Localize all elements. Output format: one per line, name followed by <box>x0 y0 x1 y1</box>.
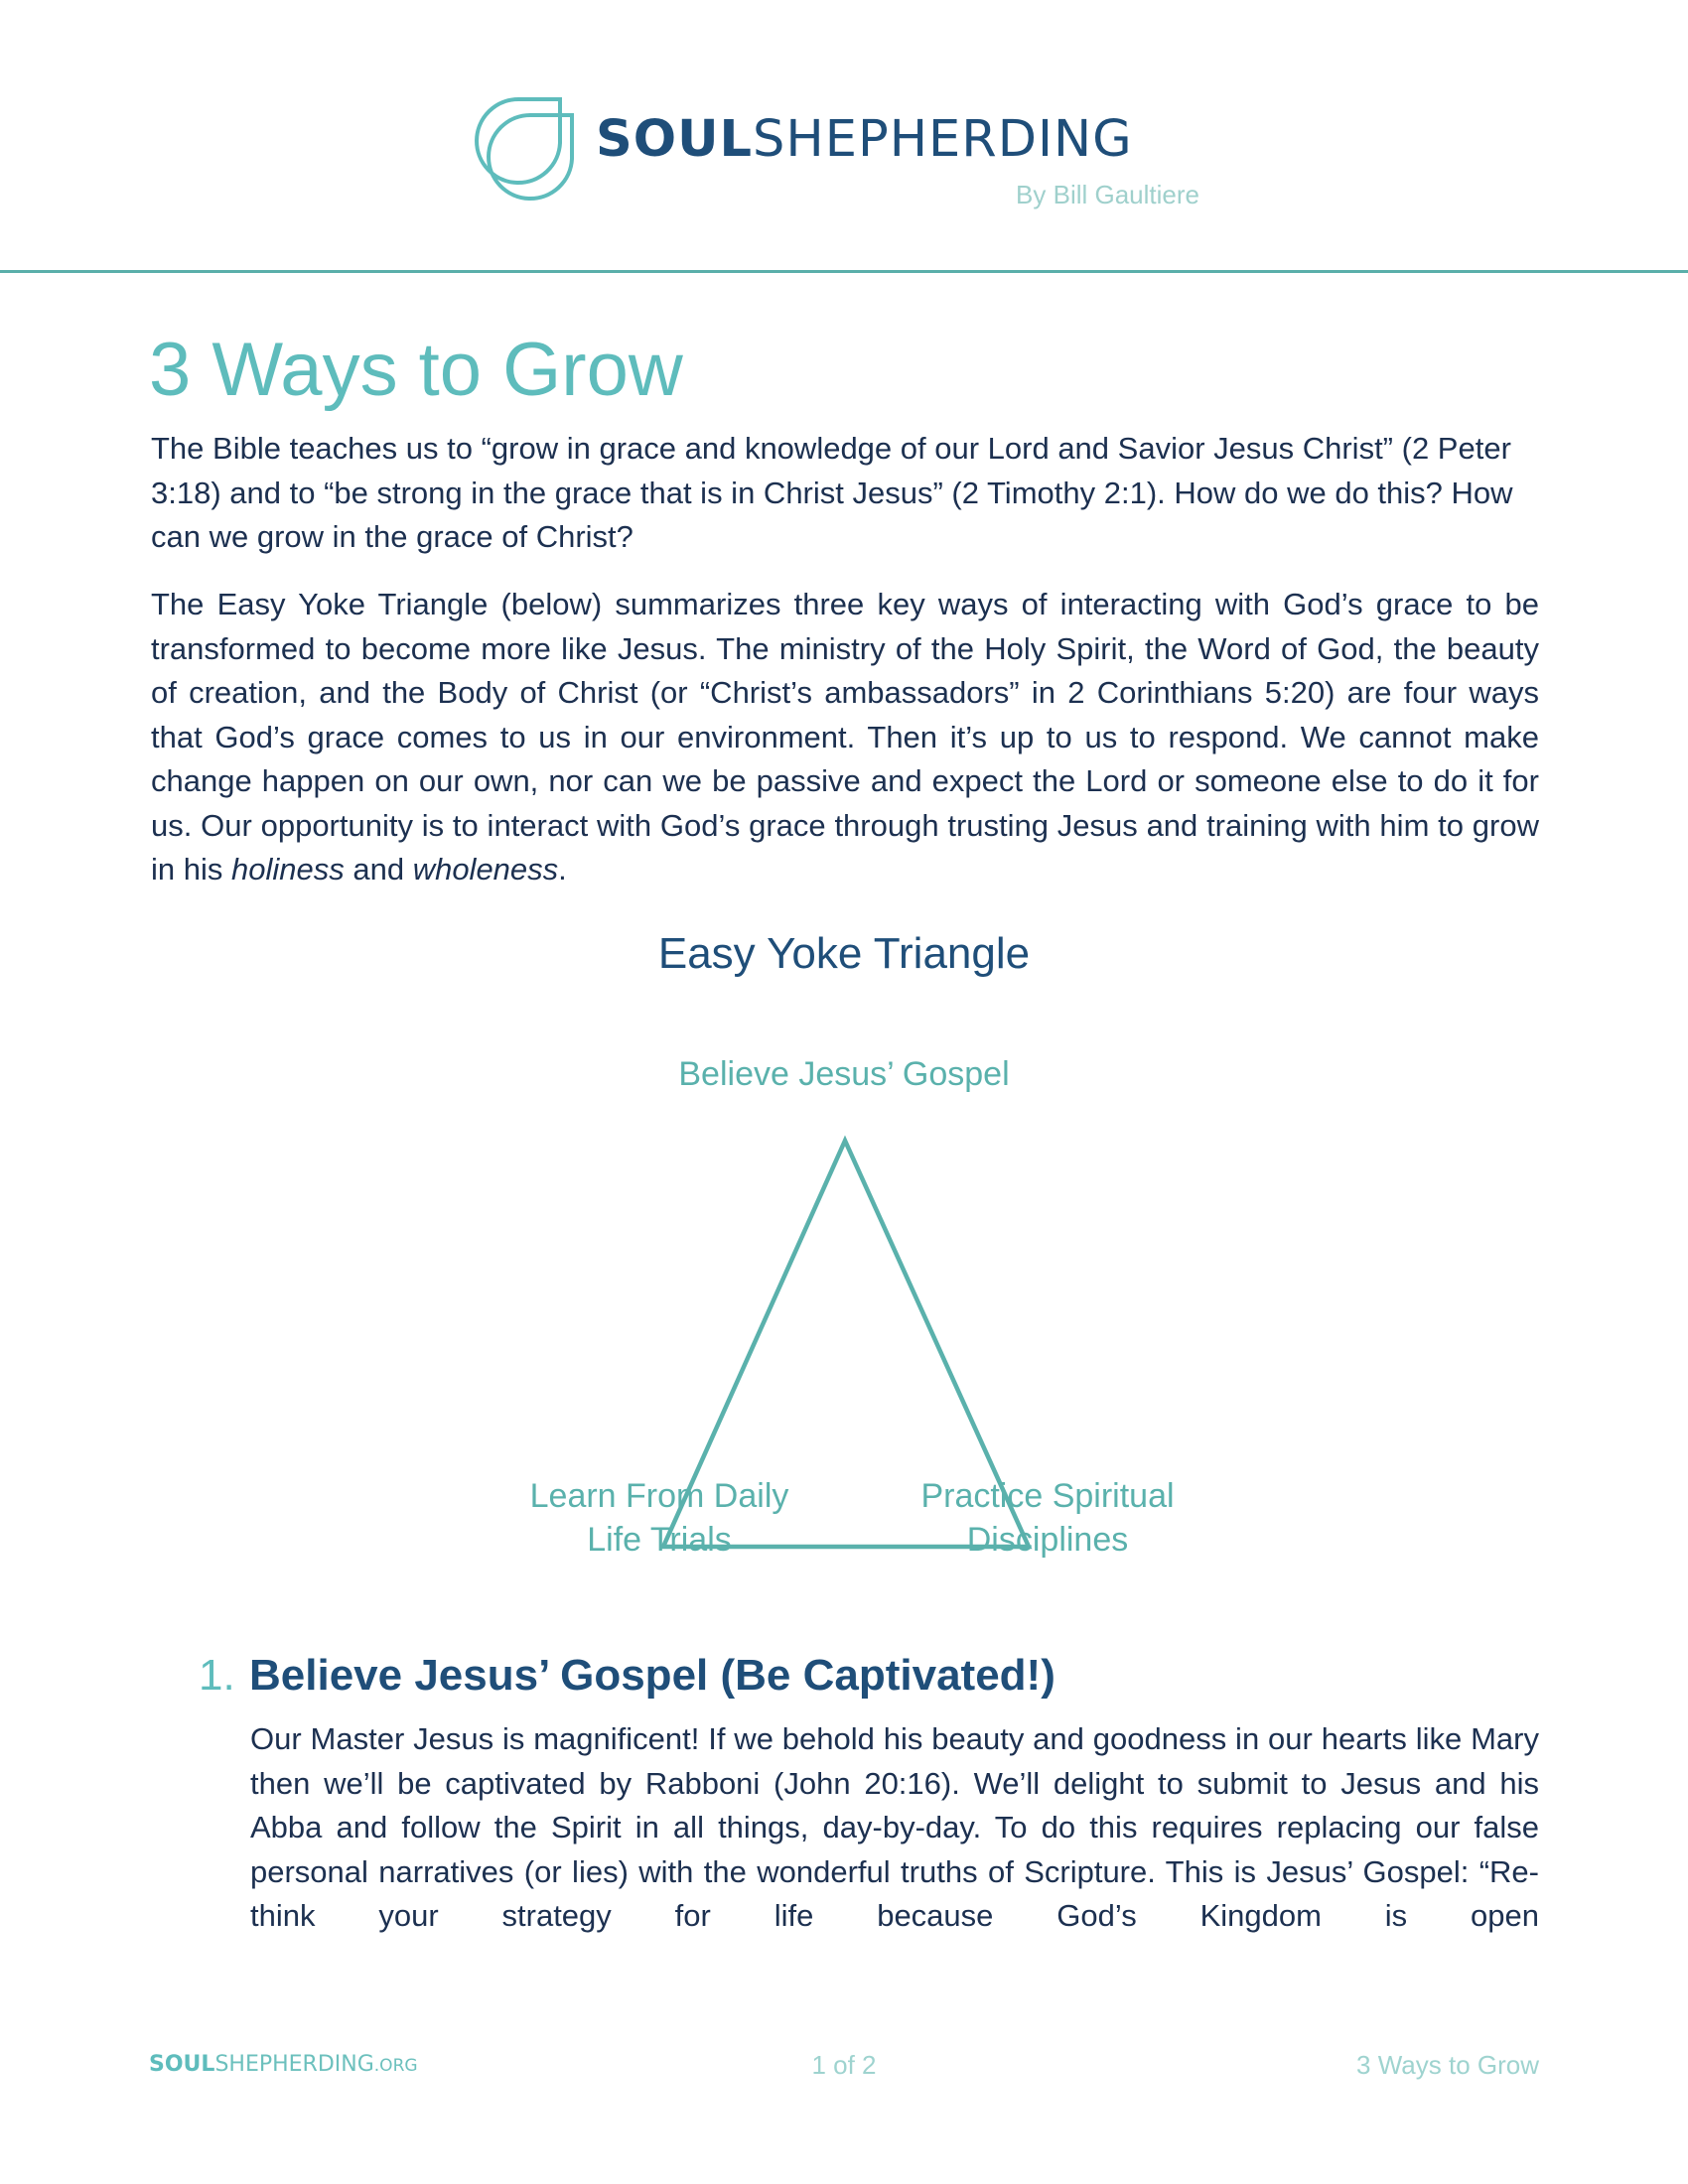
footer-brand-tld: .ORG <box>373 2056 418 2076</box>
author-byline: By Bill Gaultiere <box>1016 180 1199 209</box>
diagram-label-left <box>461 1474 858 1562</box>
diagram-label-right <box>849 1474 1246 1562</box>
header-divider <box>0 270 1688 273</box>
easy-yoke-paragraph <box>151 583 1539 892</box>
section-heading: Believe Jesus’ Gospel (Be Captivated!) <box>249 1651 1055 1700</box>
page-indicator: 1 of 2 <box>811 2050 877 2080</box>
section-body: Our Master Jesus is magnificent! If we behold his beauty and goodness in our hearts like Mary then we’ll be captivated by Rabboni (John 20:16). We’ll delight to submit to Jesus and his Abba and follow the Spirit in all things, day-by-day. To do this requires replacing our false personal narratives (or lies) with the wonderful truths of Scripture. This is Jesus’ Gospel: “Re-think your strategy for life because God’s Kingdom is open <box>250 1721 1539 1933</box>
paragraph-text: The Easy Yoke Triangle (below) summarizes three key ways of interacting with God’s grace to be transformed to become more like Jesus. The ministry of the Holy Spirit, the Word of God, the beauty of creation, and the Body of Christ (or “Christ’s ambassadors” in 2 Corinthians 5:20) are four ways that God’s grace comes to us in our environment. Then it’s up to us to respond. We cannot make change happen on our own, nor can we be passive and expect the Lord or someone else to do it for us. Our opportunity is to interact with God’s grace through trusting Jesus and training with him to grow in his <box>151 587 1539 887</box>
paragraph-text: and <box>344 852 413 887</box>
emphasis-wholeness: wholeness <box>412 852 559 887</box>
emphasis-holiness: holiness <box>230 852 345 887</box>
section-number: 1. <box>199 1651 235 1700</box>
footer-brand-light: SHEPHERDING <box>214 2052 374 2077</box>
soul-shepherding-logo-icon <box>475 95 580 205</box>
footer-brand-bold: SOUL <box>149 2052 215 2077</box>
diagram-label-left-line1: Learn From Daily <box>529 1477 789 1515</box>
diagram-label-left-line2: Life Trials <box>587 1521 732 1559</box>
brand-wordmark-bold: SOUL <box>596 110 753 169</box>
diagram-title: Easy Yoke Triangle <box>657 929 1031 978</box>
diagram-label-right-line2: Disciplines <box>966 1521 1129 1559</box>
footer-document-title: 3 Ways to Grow <box>1356 2050 1539 2080</box>
diagram-label-right-line1: Practice Spiritual <box>920 1477 1175 1515</box>
diagram-label-top: Believe Jesus’ Gospel <box>678 1055 1010 1093</box>
paragraph-text: . <box>558 852 567 887</box>
page-title: 3 Ways to Grow <box>149 328 683 412</box>
brand-wordmark <box>596 111 1133 169</box>
brand-wordmark-light: SHEPHERDING <box>753 110 1133 169</box>
intro-paragraph: The Bible teaches us to “grow in grace and knowledge of our Lord and Savior Jesus Christ” (2 Peter 3:18) and to “be strong in the grace that is in Christ Jesus” (2 Timothy 2:1). How do we do this? How can we grow in the grace of Christ? <box>151 431 1513 554</box>
